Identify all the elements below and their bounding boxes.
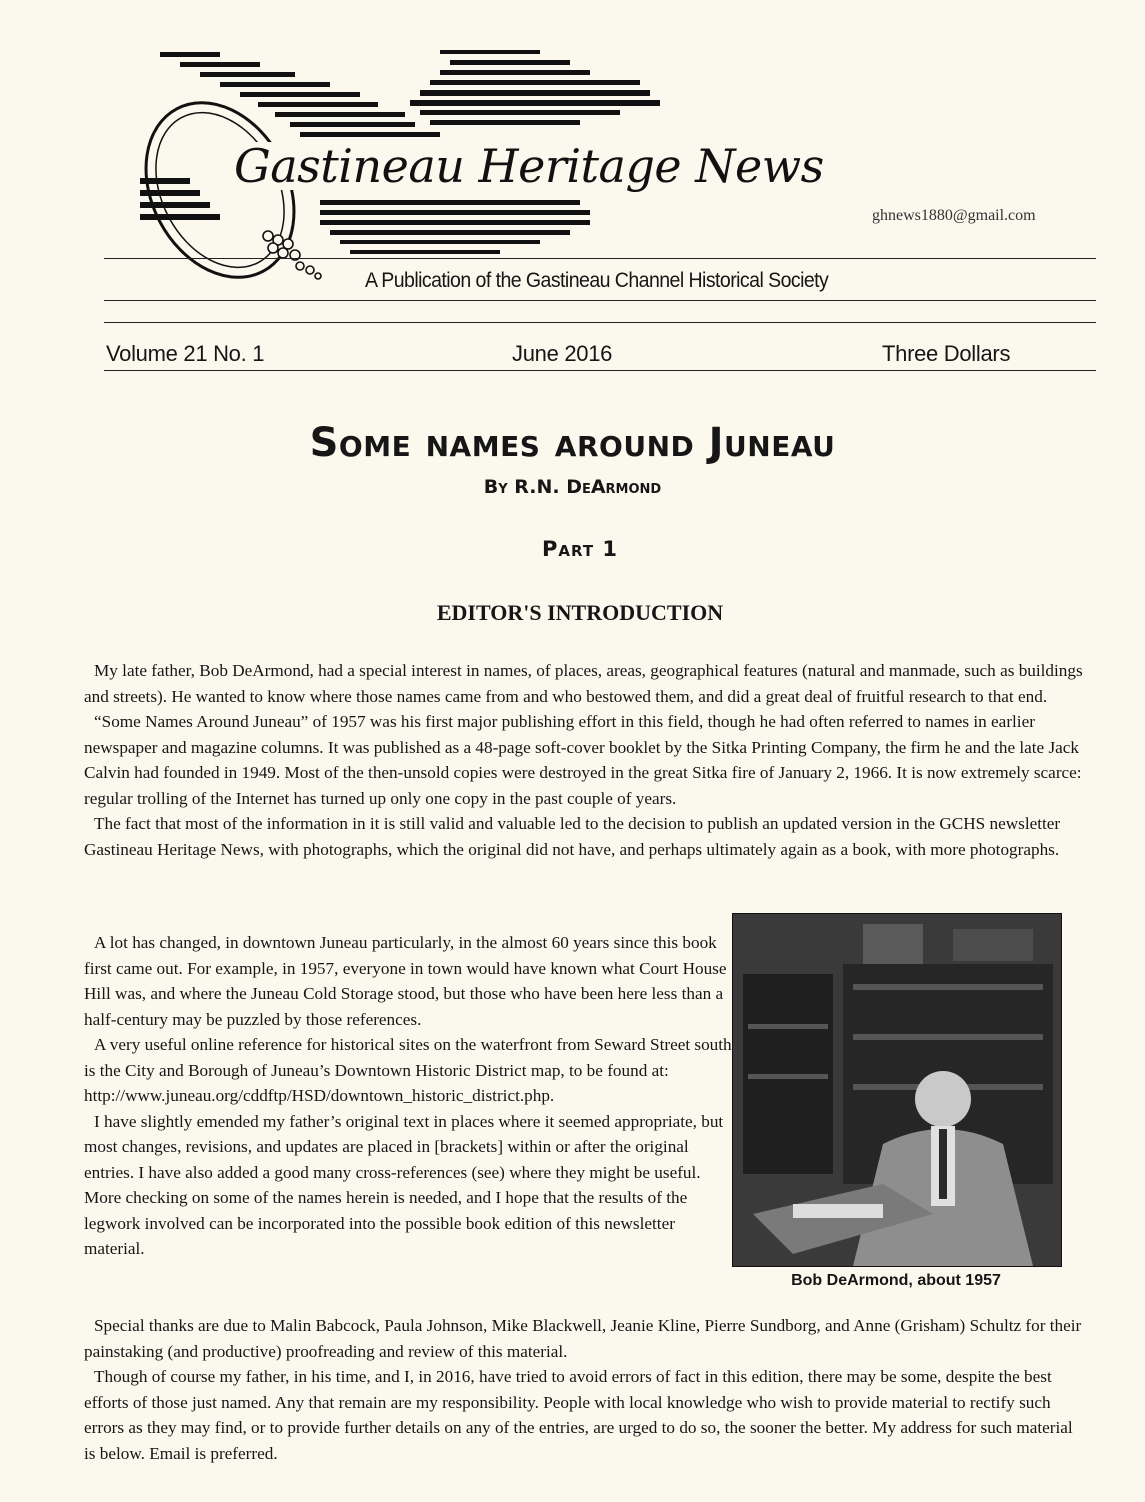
- article-byline: By R.N. DeArmond: [483, 476, 662, 498]
- article-part: Part 1: [541, 537, 619, 561]
- contact-email[interactable]: ghnews1880@gmail.com: [872, 207, 1036, 224]
- section-heading: EDITOR'S INTRODUCTION: [436, 600, 724, 625]
- paragraph: I have slightly emended my father’s original text in places where it seemed appropriate, but most changes, revisions, and updates are placed in [brackets] within or after the original entries. I have also added a good many cross-references (see) where they might be useful. More checking on some of the names herein is needed, and I hope that the results of the legwork involved can be incorporated into the possible book edition of this newsletter material.: [84, 1111, 724, 1258]
- paragraph: A very useful online reference for historical sites on the waterfront from Seward Street south is the City and Borough of Juneau’s Downtown Historic District map, to be found at:: [84, 1035, 732, 1080]
- divider: [104, 258, 1096, 259]
- photo-caption: Bob DeArmond, about 1957: [791, 1272, 1001, 1289]
- gold-nuggets-icon: [263, 231, 321, 279]
- paragraph: Special thanks are due to Malin Babcock, Paula Johnson, Mike Blackwell, Jeanie Kline, Pierre Sundborg, and Anne (Grisham) Schultz for their painstaking (and productive) proofreading and review of this material.: [84, 1316, 1082, 1361]
- publication-line: A Publication of the Gastineau Channel Historical Society: [365, 269, 829, 292]
- paragraph: A lot has changed, in downtown Juneau particularly, in the almost 60 years since this book first came out. For example, in 1957, everyone in town would have known what Court House Hill was, and where the Juneau Cold Storage stood, but those who have been here less than a half-century may be puzzled by those references.: [84, 933, 727, 1029]
- paragraph: The fact that most of the information in it is still valid and valuable led to the decision to publish an updated version in the GCHS newsletter Gastineau Heritage News, with photographs, which the original did not have, and perhaps ultimately again as a book, with more photographs.: [84, 814, 1061, 859]
- issue-date: June 2016: [512, 341, 613, 366]
- intro-paragraphs-top: [84, 658, 1084, 862]
- intro-paragraphs-side: [84, 930, 734, 1262]
- paragraph: My late father, Bob DeArmond, had a special interest in names, of places, areas, geographical features (natural and manmade, such as buildings and streets). He wanted to know where those names came from and who bestowed them, and did a great deal of fruitful research to that end.: [84, 661, 1083, 706]
- divider: [104, 370, 1096, 371]
- divider: [104, 300, 1096, 301]
- issue-price: Three Dollars: [882, 341, 1011, 366]
- article-title: Some names around Juneau: [309, 420, 836, 466]
- divider: [104, 322, 1096, 323]
- portrait-photo: [732, 913, 1062, 1267]
- reference-url[interactable]: http://www.juneau.org/cddftp/HSD/downtown_historic_district.php.: [84, 1086, 555, 1105]
- paragraph: Though of course my father, in his time, and I, in 2016, have tried to avoid errors of fact in this edition, there may be some, despite the best efforts of those just named. Any that remain are my responsibility. People with local knowledge who wish to provide material to rectify such errors as they may find, or to provide further details on any of the entries, are urged to do so, the sooner the better. My address for such material is below. Email is preferred.: [84, 1367, 1073, 1463]
- masthead-title: Gastineau Heritage News: [228, 142, 830, 190]
- issue-volume: Volume 21 No. 1: [106, 341, 265, 366]
- paragraph: “Some Names Around Juneau” of 1957 was his first major publishing effort in this field, though he had often referred to names in earlier newspaper and magazine columns. It was published as a 48-page soft-cover booklet by the Sitka Printing Company, the firm he and the late Jack Calvin had founded in 1949. Most of the then-unsold copies were destroyed in the great Sitka fire of January 2, 1966. It is now extremely scarce: regular trolling of the Internet has turned up only one copy in the past couple of years.: [84, 712, 1082, 808]
- intro-paragraphs-bottom: [84, 1313, 1084, 1466]
